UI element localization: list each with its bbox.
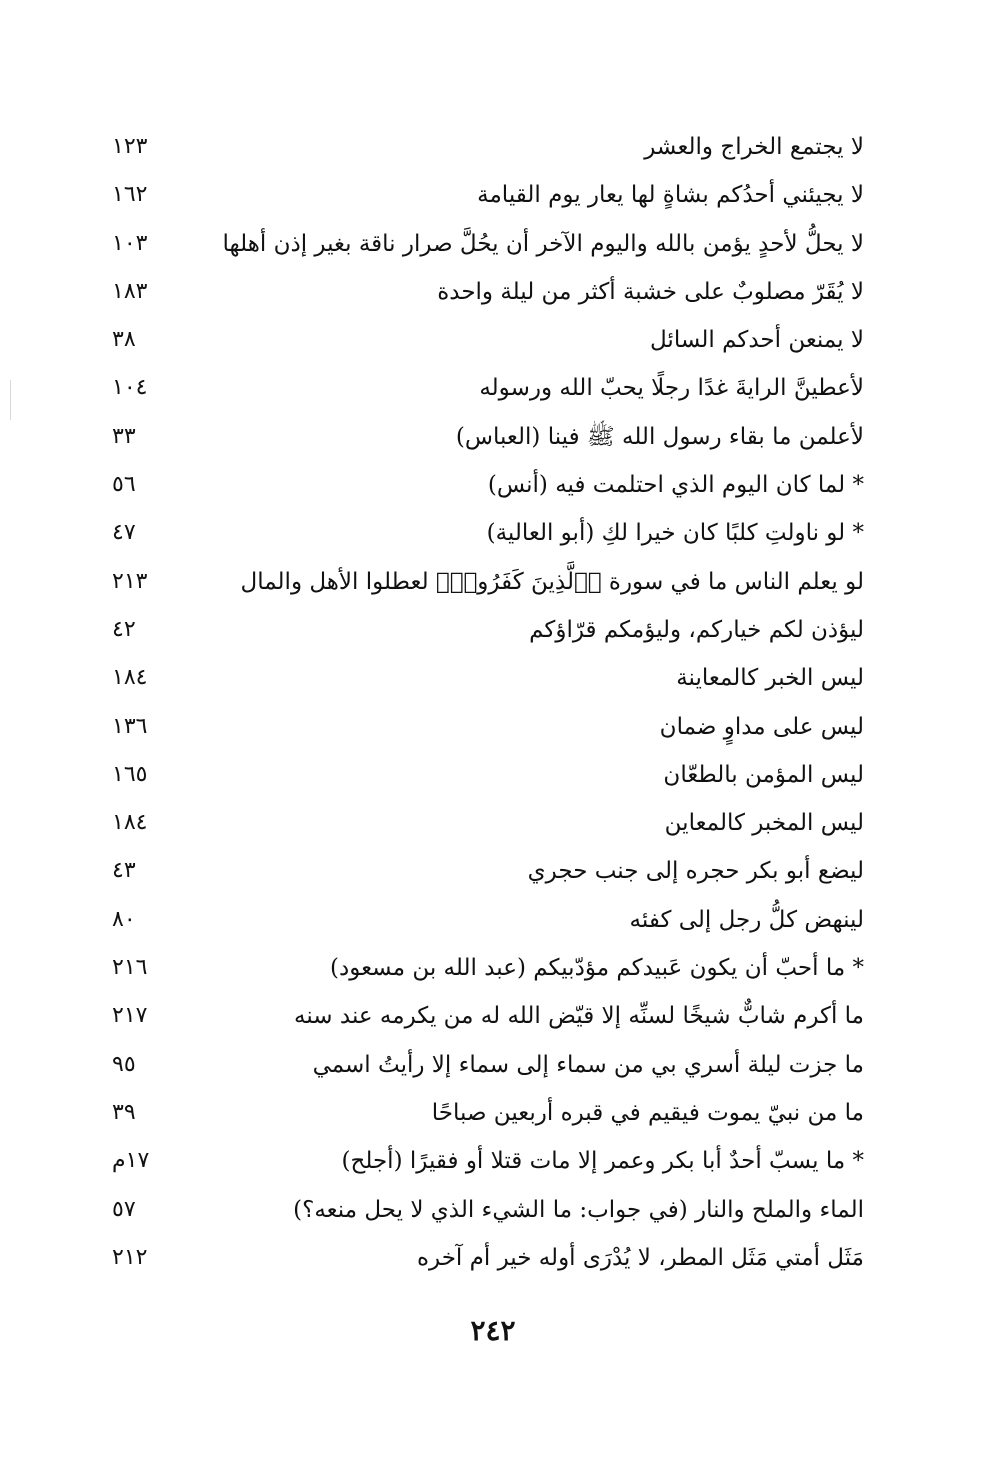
entry-page-number: ٥٧ <box>112 1196 136 1222</box>
entry-page-number: ٢١٧ <box>112 1003 148 1029</box>
index-entry <box>100 607 870 655</box>
entry-text: ليس على مداوٍ ضمان <box>659 713 864 740</box>
entry-page-number: ٣٩ <box>112 1099 136 1125</box>
entry-page-number: ١٢٣ <box>112 134 148 159</box>
entry-text: لا يُقَرّ مصلوبٌ على خشبة أكثر من ليلة واحدة <box>437 278 864 305</box>
index-entry <box>100 172 870 220</box>
entry-page-number: ٢١٦ <box>112 955 148 981</box>
index-entry <box>100 704 870 752</box>
index-entry <box>100 993 870 1041</box>
index-entry <box>100 655 870 703</box>
index-entry <box>100 317 870 365</box>
index-entry <box>100 800 870 848</box>
entry-text: لا يمنعن أحدكم السائل <box>650 327 864 354</box>
entry-page-number: ١٣٦ <box>112 713 148 739</box>
entry-text: ليؤذن لكم خياركم، وليؤمكم قرّاؤكم <box>529 616 864 643</box>
index-entry <box>100 365 870 413</box>
index-entry <box>100 897 870 945</box>
entry-text: لو يعلم الناس ما في سورة ﴿ٱلَّذِينَ كَفَرُوا۟﴾ لعطلوا الأهل والمال <box>240 568 864 595</box>
entry-page-number: ١٠٣ <box>112 230 148 256</box>
entry-text: ليس المخبر كالمعاين <box>664 810 864 837</box>
entry-text: * لو ناولتِ كلبًا كان خيرا لكِ (أبو العالية) <box>486 520 864 547</box>
entry-page-number: ٣٣ <box>112 423 136 449</box>
entry-text: لا يجتمع الخراج والعشر <box>644 134 864 160</box>
index-entry <box>100 1235 870 1283</box>
entry-page-number: ١٦٥ <box>112 761 148 787</box>
entry-page-number: ١٨٣ <box>112 278 148 304</box>
entry-text: ما جزت ليلة أسري بي من سماء إلى سماء إلا رأيتُ اسمي <box>312 1051 864 1078</box>
entry-page-number: ٤٣ <box>112 858 136 884</box>
entry-page-number: ٢١٢ <box>112 1244 148 1270</box>
entry-page-number: ٨٠ <box>112 906 136 932</box>
entry-text: لا يحلُّ لأحدٍ يؤمن بالله واليوم الآخر أن يحُلَّ صرار ناقة بغير إذن أهلها <box>222 230 864 257</box>
index-entry <box>100 510 870 558</box>
entry-page-number: ٩٥ <box>112 1051 136 1077</box>
page-number: ٢٤٢ <box>470 1314 516 1347</box>
entry-page-number: ٤٢ <box>112 616 136 642</box>
index-entry <box>100 221 870 269</box>
index-entry <box>100 462 870 510</box>
entry-page-number: ٢١٣ <box>112 568 148 594</box>
entry-text: لأعلمن ما بقاء رسول الله ﷺ فينا (العباس) <box>455 423 864 450</box>
entry-text: ما من نبيّ يموت فيقيم في قبره أربعين صباحًا <box>431 1099 864 1126</box>
entry-text: ما أكرم شابٌّ شيخًا لسنِّه إلا قيّض الله له من يكرمه عند سنه <box>294 1003 864 1030</box>
index-entry <box>100 559 870 607</box>
entry-text: لأعطينَّ الرايةَ غدًا رجلًا يحبّ الله ورسوله <box>479 375 864 402</box>
index-entry <box>100 414 870 462</box>
entry-page-number: ٤٧ <box>112 520 136 546</box>
index-entry <box>100 848 870 896</box>
index-entry <box>100 1090 870 1138</box>
entry-text: ليس الخبر كالمعاينة <box>676 665 864 692</box>
entry-page-number: ٣٨ <box>112 327 136 353</box>
index-entry <box>100 1138 870 1186</box>
index-entry <box>100 124 870 172</box>
entry-text: الماء والملح والنار (في جواب: ما الشيء الذي لا يحل منعه؟) <box>293 1196 864 1223</box>
scan-edge-mark <box>10 380 11 420</box>
entry-page-number: ١٨٤ <box>112 810 148 836</box>
entry-page-number: ١٦٢ <box>112 182 148 208</box>
entry-text: مَثَل أمتي مَثَل المطر، لا يُدْرَى أوله خير أم آخره <box>416 1244 864 1271</box>
entry-text: لينهض كلُّ رجل إلى كفئه <box>629 906 864 933</box>
entry-text: ليس المؤمن بالطعّان <box>663 761 864 788</box>
index-entry <box>100 269 870 317</box>
entry-text: لا يجيئني أحدُكم بشاةٍ لها يعار يوم القيامة <box>477 182 864 209</box>
entry-page-number: ١٧م <box>112 1148 150 1174</box>
entry-text: ليضع أبو بكر حجره إلى جنب حجري <box>527 858 864 885</box>
index-entry <box>100 1187 870 1235</box>
entry-text: * ما أحبّ أن يكون عَبيدكم مؤدّبيكم (عبد الله بن مسعود) <box>329 955 864 982</box>
entry-page-number: ١٨٤ <box>112 665 148 691</box>
index-entry <box>100 752 870 800</box>
index-entry <box>100 1042 870 1090</box>
entry-text: * لما كان اليوم الذي احتلمت فيه (أنس) <box>487 472 864 499</box>
entry-page-number: ٥٦ <box>112 472 136 498</box>
entry-text: * ما يسبّ أحدٌ أبا بكر وعمر إلا مات قتلا أو فقيرًا (أجلح) <box>341 1148 864 1175</box>
index-entry <box>100 945 870 993</box>
entry-page-number: ١٠٤ <box>112 375 148 401</box>
hadith-index-list <box>100 124 870 1283</box>
